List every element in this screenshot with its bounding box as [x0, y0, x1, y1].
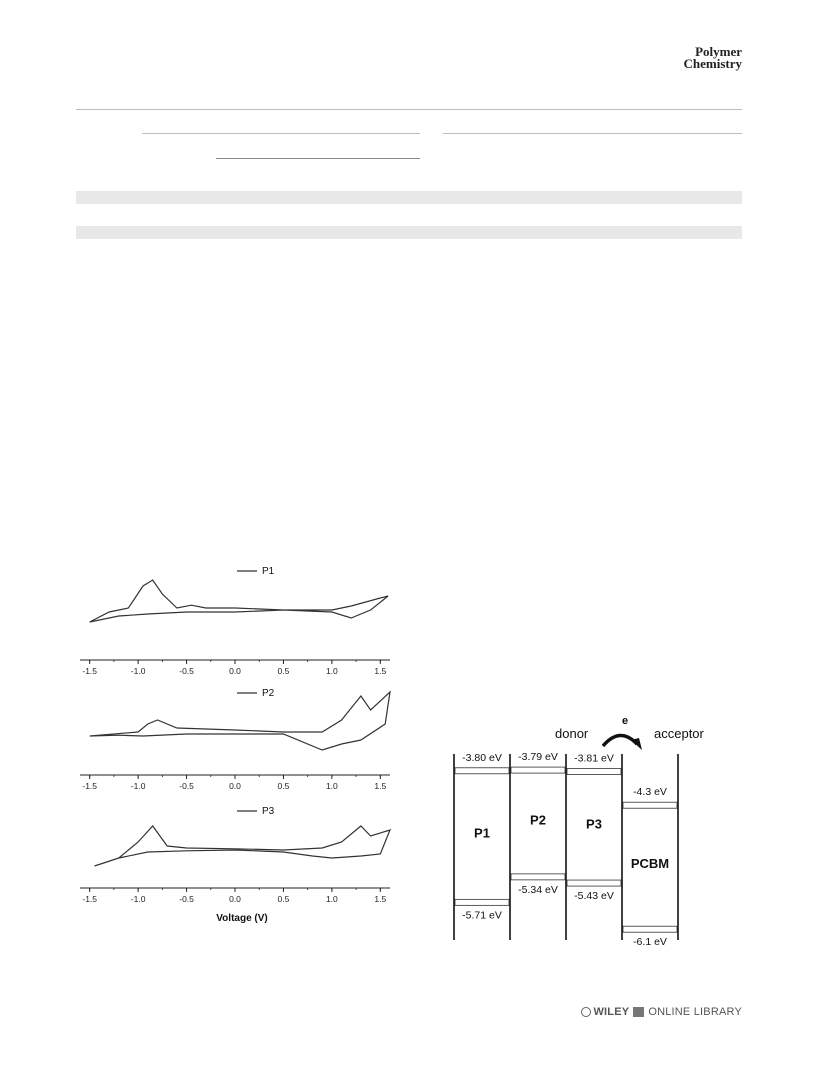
table-rule-right: [443, 133, 742, 134]
x-tick-label: 1.0: [325, 781, 338, 791]
x-tick-label: 1.5: [374, 894, 387, 904]
x-tick-label: -0.5: [179, 894, 194, 904]
lumo-label: -3.79 eV: [518, 751, 558, 764]
x-axis-label: Voltage (V): [216, 913, 268, 924]
x-tick-label: 1.5: [374, 781, 387, 791]
x-tick-label: -1.5: [82, 894, 98, 904]
acceptor-label: acceptor: [654, 726, 704, 741]
x-tick-label: 1.0: [325, 666, 338, 676]
energy-column-p2: [511, 751, 565, 896]
electron-label: e: [622, 715, 629, 727]
material-name: PCBM: [630, 856, 670, 872]
x-tick-label: 0.5: [277, 666, 290, 676]
homo-level: [511, 874, 565, 880]
homo-level: [567, 880, 621, 886]
homo-label: -5.71 eV: [462, 909, 502, 922]
cv-panel: [80, 806, 390, 904]
x-tick-label: 0.0: [229, 781, 241, 791]
x-tick-label: -1.0: [130, 781, 146, 791]
lumo-level: [623, 802, 677, 808]
cv-curve-P2: [90, 692, 390, 750]
journal-name: [684, 46, 743, 70]
homo-level: [623, 926, 677, 932]
x-tick-label: -1.5: [82, 666, 98, 676]
lumo-label: -3.81 eV: [574, 752, 614, 765]
energy-column-pcbm: [623, 786, 677, 945]
x-tick-label: 0.0: [229, 894, 241, 904]
header-rule: [76, 109, 742, 110]
x-tick-label: 0.5: [277, 894, 290, 904]
x-tick-label: -1.0: [130, 894, 146, 904]
x-tick-label: -0.5: [179, 781, 194, 791]
table-row-shaded: [76, 191, 742, 204]
x-tick-label: -1.0: [130, 666, 146, 676]
book-icon: [633, 1007, 644, 1017]
material-name: P1: [474, 825, 490, 841]
legend-label: P2: [262, 688, 275, 699]
donor-label: donor: [555, 726, 589, 741]
table-rule-left: [142, 133, 420, 134]
lumo-label: -3.80 eV: [462, 751, 502, 764]
arrow-head: [631, 738, 642, 750]
lumo-level: [567, 768, 621, 774]
wiley-seal-icon: [581, 1007, 591, 1017]
energy-column-p1: [455, 752, 509, 922]
online-library-text: ONLINE LIBRARY: [648, 1006, 742, 1018]
x-tick-label: 0.5: [277, 781, 290, 791]
cv-curve-P1: [90, 580, 388, 622]
lumo-label: -4.3 eV: [633, 786, 667, 799]
publisher-brand: WILEY: [593, 1006, 630, 1018]
cv-panel: [80, 566, 390, 676]
legend-label: P1: [262, 566, 275, 577]
energy-level-diagram: [440, 710, 740, 945]
homo-level: [455, 899, 509, 905]
x-tick-label: 1.0: [325, 894, 338, 904]
x-tick-label: -1.5: [82, 781, 98, 791]
material-name: P2: [530, 812, 546, 828]
x-tick-label: 1.5: [374, 666, 387, 676]
homo-label: -5.43 eV: [574, 890, 614, 903]
lumo-level: [511, 767, 565, 773]
homo-label: -5.34 eV: [518, 883, 558, 896]
lumo-level: [455, 768, 509, 774]
homo-label: -6.1 eV: [633, 936, 667, 945]
material-name: P3: [586, 816, 602, 832]
x-tick-label: -0.5: [179, 666, 194, 676]
cv-curve-P3: [95, 826, 391, 866]
journal-name-line1: Polymer: [695, 44, 742, 59]
table-rule-sub: [216, 158, 420, 159]
x-tick-label: 0.0: [229, 666, 241, 676]
journal-name-line2: Chemistry: [683, 56, 742, 71]
cv-panel: [80, 688, 390, 791]
publisher-footer: [581, 1006, 742, 1018]
legend-label: P3: [262, 806, 275, 817]
table-row-shaded: [76, 226, 742, 239]
energy-column-p3: [567, 752, 621, 902]
cyclic-voltammetry-figure: [70, 555, 400, 930]
